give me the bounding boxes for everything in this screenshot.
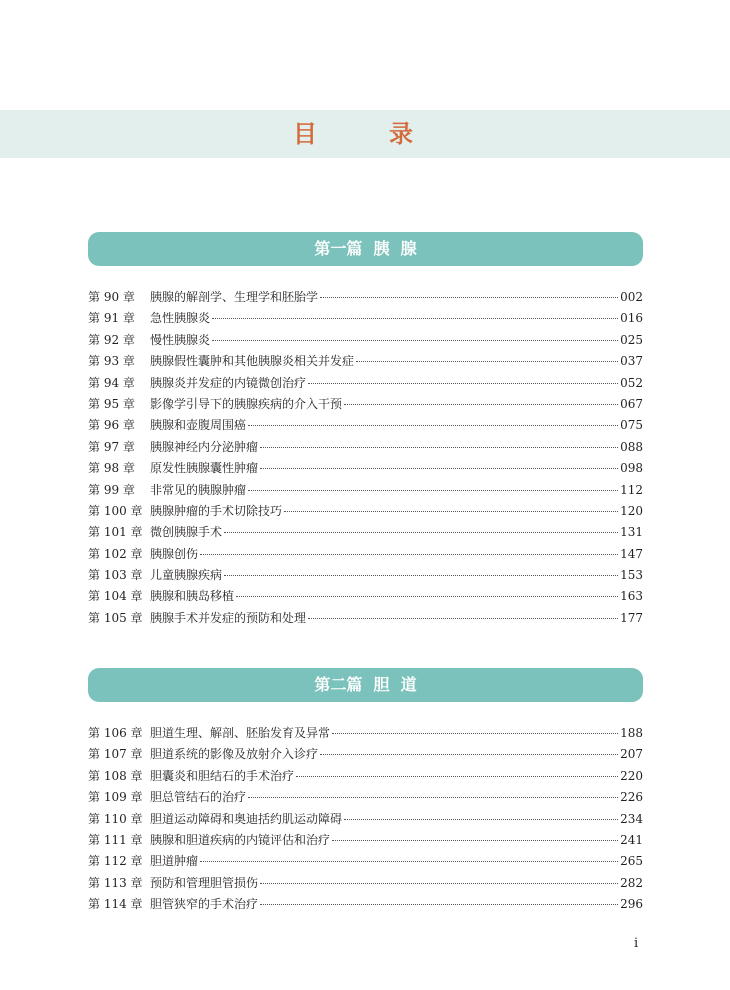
toc-chapter-number: 第 114 章 bbox=[88, 897, 143, 912]
toc-dot-leader bbox=[260, 904, 618, 905]
toc-page-number: 067 bbox=[620, 396, 643, 411]
toc-chapter-number: 第 98 章 bbox=[88, 461, 135, 476]
toc-chapter-title: 急性胰腺炎 bbox=[150, 311, 211, 326]
toc-chapter-number: 第 111 章 bbox=[88, 832, 143, 847]
toc-chapter-title: 胰腺肿瘤的手术切除技巧 bbox=[150, 503, 283, 518]
toc-chapter-number: 第 99 章 bbox=[88, 482, 135, 497]
toc-chapter-title: 预防和管理胆管损伤 bbox=[150, 875, 259, 890]
toc-page-number: 226 bbox=[620, 790, 643, 805]
toc-chapter-title: 胰腺假性囊肿和其他胰腺炎相关并发症 bbox=[150, 354, 355, 369]
toc-entry[interactable] bbox=[88, 788, 643, 809]
toc-chapter-number: 第 97 章 bbox=[88, 439, 135, 454]
toc-chapter-number: 第 95 章 bbox=[88, 396, 135, 411]
toc-chapter-number: 第 100 章 bbox=[88, 503, 143, 518]
toc-entry[interactable] bbox=[88, 331, 643, 352]
toc-dot-leader bbox=[356, 361, 618, 362]
toc-page-number: 220 bbox=[620, 768, 643, 783]
toc-page-number: 088 bbox=[620, 439, 643, 454]
toc-chapter-title: 胰腺炎并发症的内镜微创治疗 bbox=[150, 375, 307, 390]
toc-page-number: 207 bbox=[620, 747, 643, 762]
toc-dot-leader bbox=[296, 776, 618, 777]
toc-list-biliary bbox=[88, 724, 643, 917]
toc-chapter-title: 原发性胰腺囊性肿瘤 bbox=[150, 461, 259, 476]
toc-dot-leader bbox=[200, 861, 618, 862]
toc-chapter-number: 第 110 章 bbox=[88, 811, 143, 826]
toc-page-number: 025 bbox=[620, 332, 643, 347]
section-heading-pancreas bbox=[88, 232, 643, 266]
toc-entry[interactable] bbox=[88, 767, 643, 788]
toc-dot-leader bbox=[248, 490, 618, 491]
toc-page-number: 131 bbox=[620, 525, 643, 540]
toc-entry[interactable] bbox=[88, 810, 643, 831]
section-heading-biliary bbox=[88, 668, 643, 702]
toc-page-number: 153 bbox=[620, 568, 643, 583]
toc-page-number: 234 bbox=[620, 811, 643, 826]
toc-dot-leader bbox=[332, 840, 618, 841]
toc-chapter-title: 非常见的胰腺肿瘤 bbox=[150, 482, 247, 497]
toc-chapter-number: 第 109 章 bbox=[88, 790, 143, 805]
toc-dot-leader bbox=[224, 575, 618, 576]
toc-dot-leader bbox=[308, 618, 618, 619]
toc-chapter-title: 胰腺神经内分泌肿瘤 bbox=[150, 439, 259, 454]
toc-entry[interactable] bbox=[88, 416, 643, 437]
toc-entry[interactable] bbox=[88, 309, 643, 330]
toc-entry[interactable] bbox=[88, 587, 643, 608]
toc-entry[interactable] bbox=[88, 852, 643, 873]
toc-chapter-number: 第 103 章 bbox=[88, 568, 143, 583]
toc-dot-leader bbox=[248, 797, 618, 798]
toc-page-number: 265 bbox=[620, 854, 643, 869]
toc-page-number: 241 bbox=[620, 832, 643, 847]
toc-chapter-title: 胰腺和壶腹周围癌 bbox=[150, 418, 247, 433]
toc-dot-leader bbox=[344, 404, 618, 405]
toc-page-number: 163 bbox=[620, 589, 643, 604]
toc-chapter-number: 第 104 章 bbox=[88, 589, 143, 604]
toc-entry[interactable] bbox=[88, 831, 643, 852]
toc-entry[interactable] bbox=[88, 374, 643, 395]
toc-chapter-title: 微创胰腺手术 bbox=[150, 525, 223, 540]
toc-dot-leader bbox=[200, 554, 618, 555]
toc-dot-leader bbox=[320, 297, 618, 298]
toc-page-number: 016 bbox=[620, 311, 643, 326]
toc-entry[interactable] bbox=[88, 288, 643, 309]
toc-page-number: 296 bbox=[620, 897, 643, 912]
toc-page-number: 098 bbox=[620, 461, 643, 476]
toc-dot-leader bbox=[236, 596, 618, 597]
toc-chapter-number: 第 102 章 bbox=[88, 546, 143, 561]
toc-entry[interactable] bbox=[88, 545, 643, 566]
toc-chapter-title: 慢性胰腺炎 bbox=[150, 332, 211, 347]
toc-dot-leader bbox=[248, 425, 618, 426]
toc-entry[interactable] bbox=[88, 566, 643, 587]
toc-entry[interactable] bbox=[88, 745, 643, 766]
toc-chapter-title: 胰腺和胰岛移植 bbox=[150, 589, 235, 604]
toc-chapter-title: 胆管狭窄的手术治疗 bbox=[150, 897, 259, 912]
toc-chapter-title: 胰腺的解剖学、生理学和胚胎学 bbox=[150, 290, 319, 304]
toc-page-number: 075 bbox=[620, 418, 643, 433]
toc-entry[interactable] bbox=[88, 459, 643, 480]
toc-dot-leader bbox=[332, 733, 618, 734]
toc-dot-leader bbox=[260, 468, 618, 469]
toc-chapter-number: 第 107 章 bbox=[88, 747, 143, 762]
toc-dot-leader bbox=[212, 340, 618, 341]
toc-chapter-title: 胰腺和胆道疾病的内镜评估和治疗 bbox=[150, 832, 331, 847]
toc-chapter-number: 第 105 章 bbox=[88, 610, 143, 625]
section-heading-label: 第二篇 胆 道 bbox=[314, 675, 417, 694]
toc-chapter-number: 第 108 章 bbox=[88, 768, 143, 783]
toc-page-number: 120 bbox=[620, 503, 643, 518]
toc-dot-leader bbox=[308, 383, 618, 384]
toc-entry[interactable] bbox=[88, 438, 643, 459]
toc-chapter-number: 第 94 章 bbox=[88, 375, 135, 390]
toc-chapter-title: 胰腺手术并发症的预防和处理 bbox=[150, 610, 307, 625]
toc-chapter-number: 第 93 章 bbox=[88, 354, 135, 369]
toc-entry[interactable] bbox=[88, 724, 643, 745]
toc-page-number: 177 bbox=[620, 610, 643, 625]
toc-dot-leader bbox=[284, 511, 618, 512]
title-band bbox=[0, 110, 730, 158]
toc-chapter-number: 第 92 章 bbox=[88, 332, 135, 347]
section-heading-label: 第一篇 胰 腺 bbox=[314, 239, 417, 258]
toc-page-number: 002 bbox=[620, 290, 643, 304]
toc-page-number: 037 bbox=[620, 354, 643, 369]
toc-entry[interactable] bbox=[88, 352, 643, 373]
toc-dot-leader bbox=[224, 532, 618, 533]
toc-dot-leader bbox=[344, 819, 618, 820]
toc-page-number: 052 bbox=[620, 375, 643, 390]
toc-page-number: 188 bbox=[620, 726, 643, 740]
toc-dot-leader bbox=[212, 318, 618, 319]
toc-entry[interactable] bbox=[88, 502, 643, 523]
toc-entry[interactable] bbox=[88, 874, 643, 895]
toc-chapter-title: 胆道肿瘤 bbox=[150, 854, 199, 869]
toc-chapter-title: 胆道生理、解剖、胚胎发育及异常 bbox=[150, 726, 331, 740]
toc-chapter-number: 第 113 章 bbox=[88, 875, 143, 890]
toc-page-number: 282 bbox=[620, 875, 643, 890]
toc-chapter-number: 第 91 章 bbox=[88, 311, 135, 326]
toc-chapter-title: 胆道运动障碍和奥迪括约肌运动障碍 bbox=[150, 811, 343, 826]
toc-chapter-number: 第 96 章 bbox=[88, 418, 135, 433]
toc-entry[interactable] bbox=[88, 395, 643, 416]
toc-chapter-title: 胆总管结石的治疗 bbox=[150, 790, 247, 805]
toc-dot-leader bbox=[260, 883, 618, 884]
page-number: i bbox=[634, 936, 639, 951]
toc-chapter-title: 儿童胰腺疾病 bbox=[150, 568, 223, 583]
toc-chapter-title: 影像学引导下的胰腺疾病的介入干预 bbox=[150, 396, 343, 411]
toc-chapter-title: 胆道系统的影像及放射介入诊疗 bbox=[150, 747, 319, 762]
page-title: 目 录 bbox=[293, 120, 437, 148]
toc-page-number: 147 bbox=[620, 546, 643, 561]
toc-chapter-number: 第 90 章 bbox=[88, 290, 135, 304]
toc-entry[interactable] bbox=[88, 523, 643, 544]
toc-chapter-number: 第 101 章 bbox=[88, 525, 143, 540]
toc-entry[interactable] bbox=[88, 895, 643, 916]
toc-entry[interactable] bbox=[88, 609, 643, 630]
toc-page-number: 112 bbox=[620, 482, 643, 497]
toc-chapter-title: 胆囊炎和胆结石的手术治疗 bbox=[150, 768, 295, 783]
toc-dot-leader bbox=[260, 447, 618, 448]
toc-chapter-title: 胰腺创伤 bbox=[150, 546, 199, 561]
toc-dot-leader bbox=[320, 754, 618, 755]
toc-list-pancreas bbox=[88, 288, 643, 630]
toc-entry[interactable] bbox=[88, 481, 643, 502]
toc-chapter-number: 第 112 章 bbox=[88, 854, 143, 869]
toc-chapter-number: 第 106 章 bbox=[88, 726, 143, 740]
